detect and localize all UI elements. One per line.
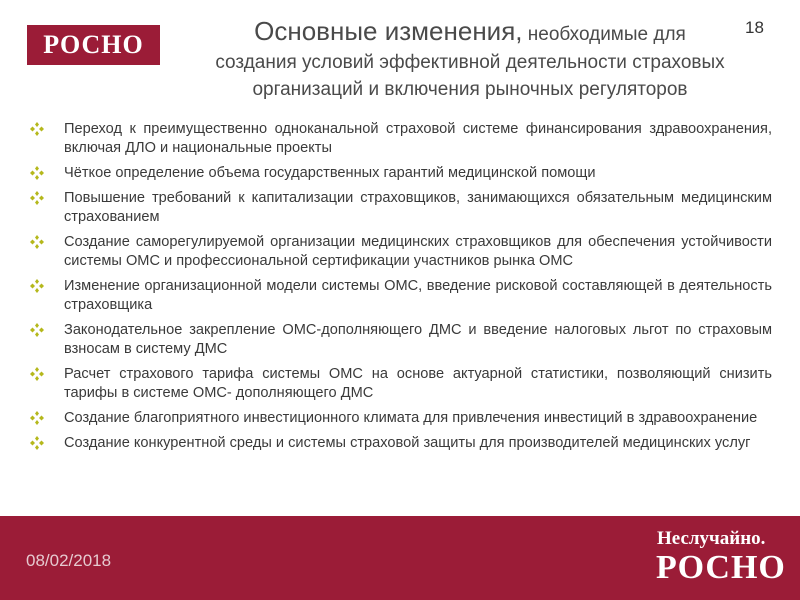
list-item [30,277,772,315]
diamond-bullet-icon [30,122,44,136]
diamond-bullet-icon [30,191,44,205]
footer-slogan: Неслучайно. [657,528,766,549]
title-main: Основные изменения, [254,16,523,46]
list-item-text: Изменение организационной модели системы ОМС, введение рисковой составляющей в деятельность страховщика [64,278,772,313]
footer-logo: РОСНО [656,549,786,586]
bullet-list [30,120,772,459]
list-item-text: Создание конкурентной среды и системы страховой защиты для производителей медицинских услуг [64,435,751,451]
diamond-bullet-icon [30,235,44,249]
rosno-logo: РОСНО [27,25,160,65]
list-item-text: Переход к преимущественно одноканальной страховой системе финансирования здравоохранения, включая ДЛО и национальные проекты [64,121,772,156]
list-item-text: Повышение требований к капитализации страховщиков, занимающихся обязательным медицинским страхованием [64,190,772,225]
title-cont: необходимые для [522,24,686,45]
list-item [30,120,772,158]
list-item-text: Создание саморегулируемой организации медицинских страховщиков для обеспечения устойчивости системы ОМС и профессиональной сертификации участников рынка ОМС [64,234,772,269]
slide-date: 08/02/2018 [26,551,112,570]
list-item [30,164,772,183]
list-item-text: Создание благоприятного инвестиционного климата для привлечения инвестиций в здравоохранение [64,410,758,426]
list-item-text: Законодательное закрепление ОМС-дополняющего ДМС и введение налоговых льгот по страховым взносам в систему ДМС [64,322,772,357]
list-item [30,233,772,271]
list-item [30,434,772,453]
diamond-bullet-icon [30,323,44,337]
title-line-2: создания условий эффективной деятельности страховых [215,52,725,73]
list-item [30,365,772,403]
list-item [30,409,772,428]
title-line-3: организаций и включения рыночных регуляторов [252,79,688,100]
diamond-bullet-icon [30,411,44,425]
list-item [30,189,772,227]
diamond-bullet-icon [30,436,44,450]
diamond-bullet-icon [30,367,44,381]
diamond-bullet-icon [30,166,44,180]
list-item [30,321,772,359]
diamond-bullet-icon [30,279,44,293]
slide-title [170,18,770,103]
list-item-text: Чёткое определение объема государственных гарантий медицинской помощи [64,165,596,181]
list-item-text: Расчет страхового тарифа системы ОМС на основе актуарной статистики, позволяющий снизить тарифы в системе ОМС- дополняющего ДМС [64,366,772,401]
page-number: 18 [745,18,764,37]
